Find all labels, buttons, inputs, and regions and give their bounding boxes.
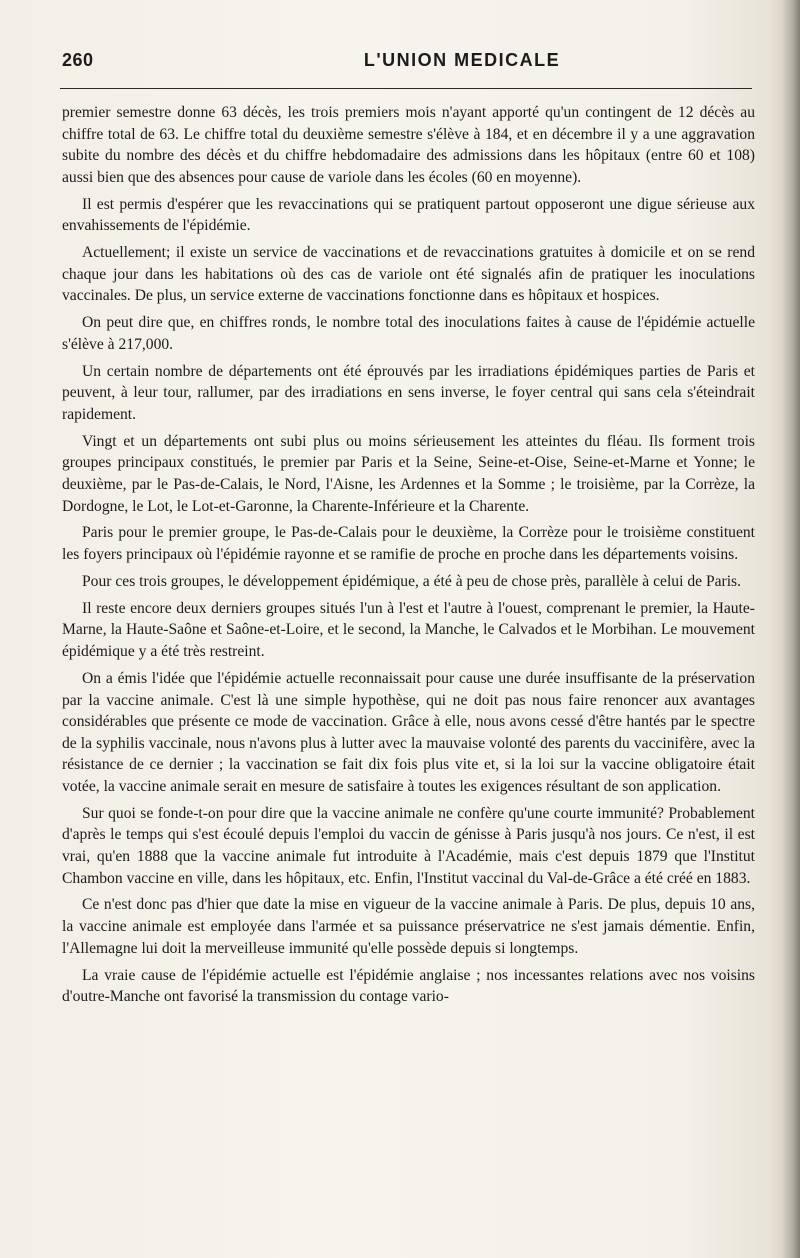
paragraph-2: Il est permis d'espérer que les revaccinations qui se pratiquent partout opposeront une digue sérieuse aux envahissements de l'épidémie. <box>62 195 755 235</box>
article-body <box>62 102 755 1013</box>
paragraph-10: On a émis l'idée que l'épidémie actuelle reconnaissait pour cause une durée insuffisante de la préservation par la vaccine animale. C'est là une simple hypothèse, qui ne doit pas nous faire renoncer aux avantages considérables que présente ce mode de vaccination. Grâce à elle, nous avons cessé d'être hantés par le spectre de la syphilis vaccinale, nous n'avons plus à lutter avec la mauvaise volonté des parents du vaccinifère, avec la résistance de ce dernier ; la vaccination se fait dix fois plus vite et, si la loi sur la vaccine obligatoire était votée, la vaccine animale serait en mesure de satisfaire à toutes les exigences résultant de son application. <box>62 669 755 795</box>
paragraph-13: La vraie cause de l'épidémie actuelle est l'épidémie anglaise ; nos incessantes relations avec nos voisins d'outre-Manche ont favorisé la transmission du contage vario- <box>62 966 755 1006</box>
paragraph-9: Il reste encore deux derniers groupes situés l'un à l'est et l'autre à l'ouest, comprenant le premier, la Haute-Marne, la Haute-Saône et Saône-et-Loire, et le second, la Manche, le Calvados et le Morbihan. Le mouvement épidémique y a été très restreint. <box>62 599 755 661</box>
paragraph-7: Paris pour le premier groupe, le Pas-de-Calais pour le deuxième, la Corrèze pour le troisième constituent les foyers principaux où l'épidémie rayonne et se ramifie de proche en proche dans les départements voisins. <box>62 524 755 564</box>
journal-title: L'UNION MEDICALE <box>363 50 561 70</box>
paragraph-11: Sur quoi se fonde-t-on pour dire que la vaccine animale ne confère qu'une courte immunité? Probablement d'après le temps qui s'est écoulé depuis l'emploi du vaccin de génisse à Paris jusqu'à nos jours. Ce n'est, il est vrai, qu'en 1888 que la vaccine animale fut introduite à l'Académie, mais c'est depuis 1879 que l'Institut Chambon vaccine en ville, dans les hôpitaux, etc. Enfin, l'Institut vaccinal du Val-de-Grâce a été créé en 1883. <box>62 804 755 887</box>
paragraph-6: Vingt et un départements ont subi plus ou moins sérieusement les atteintes du fléau. Ils forment trois groupes principaux constitués, le premier par Paris et la Seine, Seine-et-Oise, Seine-et-Marne et Yonne; le deuxième, par le Pas-de-Calais, le Nord, l'Aisne, les Ardennes et la Somme ; le troisième, par la Corrèze, la Dordogne, le Lot, le Lot-et-Garonne, la Charente-Inférieure et la Charente. <box>62 432 755 515</box>
paragraph-1: premier semestre donne 63 décès, les trois premiers mois n'ayant apporté qu'un contingent de 12 décès au chiffre total de 63. Le chiffre total du deuxième semestre s'élève à 184, et en décembre il y a une aggravation subite du nombre des décès et du chiffre hebdomadaire des admissions dans les hôpitaux (entre 60 et 108) aussi bien que des absences pour cause de variole dans les écoles (60 en moyenne). <box>62 104 755 186</box>
paragraph-12: Ce n'est donc pas d'hier que date la mise en vigueur de la vaccine animale à Paris. De plus, depuis 10 ans, la vaccine animale est employée dans l'armée et sa puissance préservatrice ne s'est jamais démentie. Enfin, l'Allemagne lui doit la merveilleuse immunité qu'elle possède depuis si longtemps. <box>62 896 755 957</box>
header-rule <box>60 88 752 89</box>
page-binding-shadow <box>782 0 800 1258</box>
paragraph-4: On peut dire que, en chiffres ronds, le nombre total des inoculations faites à cause de l'épidémie actuelle s'élève à 217,000. <box>62 314 755 353</box>
paragraph-5: Un certain nombre de départements ont été éprouvés par les irradiations épidémiques parties de Paris et peuvent, à leur tour, rallumer, par des irradiations en sens inverse, le foyer central qui sans cela s'éteindrait rapidement. <box>62 362 755 423</box>
paragraph-8: Pour ces trois groupes, le développement épidémique, a été à peu de chose près, parallèle à celui de Paris. <box>82 572 742 590</box>
paragraph-3: Actuellement; il existe un service de vaccinations et de revaccinations gratuites à domicile et on se rend chaque jour dans les habitations où des cas de variole ont été signalés afin de pratiquer les inoculations vaccinales. De plus, un service externe de vaccinations fonctionne dans es hôpitaux et hospices. <box>62 244 755 305</box>
running-header <box>62 46 752 78</box>
page-number: 260 <box>62 50 94 70</box>
